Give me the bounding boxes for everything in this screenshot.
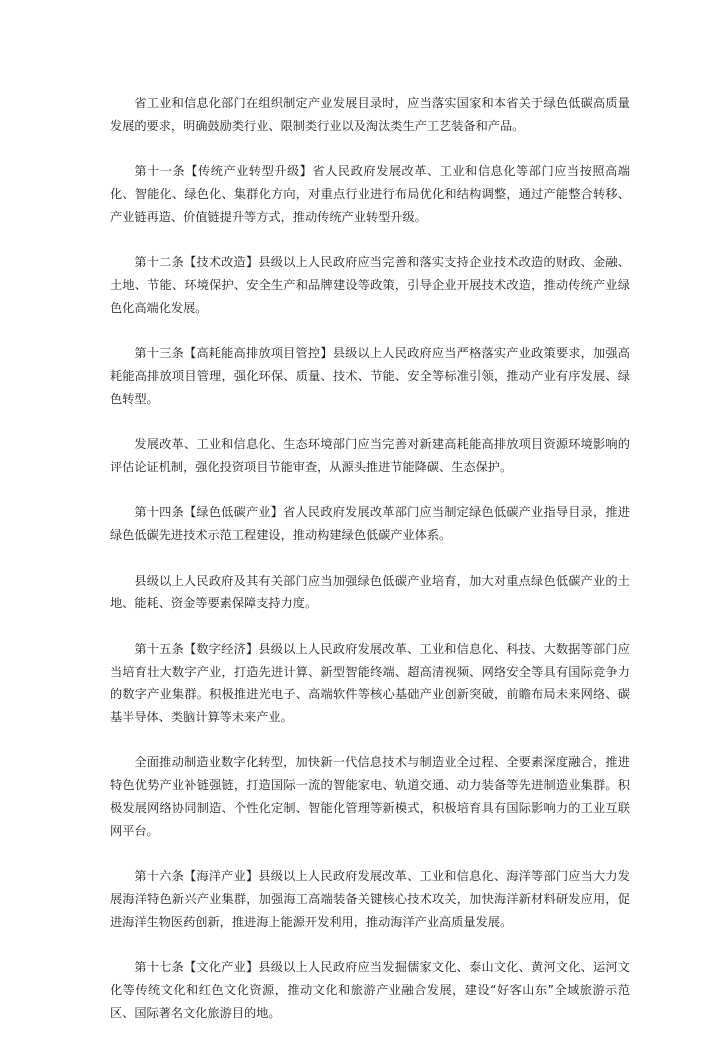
paragraph: 第十七条【文化产业】县级以上人民政府应当发掘儒家文化、泰山文化、黄河文化、运河文化等传统文化和红色文化资源，推动文化和旅游产业融合发展，建设“好客山东”全域旅游示范区、国际著名文化旅游目的地。 (110, 960, 630, 1020)
paragraph: 全面推动制造业数字化转型，加快新一代信息技术与制造业全过程、全要素深度融合，推进特色优势产业补链强链，打造国际一流的智能家电、轨道交通、动力装备等先进制造业集群。积极发展网络协同制造、个性化定制、智能化管理等新模式，积极培育具有国际影响力的工业互联网平台。 (110, 755, 630, 838)
paragraph: 第十二条【技术改造】县级以上人民政府应当完善和落实支持企业技术改造的财政、金融、土地、节能、环境保护、安全生产和品牌建设等政策，引导企业开展技术改造，推动传统产业绿色化高端化发展。 (110, 255, 630, 315)
paragraph: 第十三条【高耗能高排放项目管控】县级以上人民政府应当严格落实产业政策要求，加强高耗能高排放项目管理，强化环保、质量、技术、节能、安全等标准引领，推动产业有序发展、绿色转型。 (110, 346, 630, 406)
document-body (110, 92, 630, 1047)
paragraph: 县级以上人民政府及其有关部门应当加强绿色低碳产业培育，加大对重点绿色低碳产业的土地、能耗、资金等要素保障支持力度。 (110, 573, 630, 611)
paragraph: 第十四条【绿色低碳产业】省人民政府发展改革部门应当制定绿色低碳产业指导目录，推进绿色低碳先进技术示范工程建设，推动构建绿色低碳产业体系。 (110, 505, 630, 543)
paragraph: 第十一条【传统产业转型升级】省人民政府发展改革、工业和信息化等部门应当按照高端化、智能化、绿色化、集群化方向，对重点行业进行布局优化和结构调整，通过产能整合转移、产业链再造、价值链提升等方式，推动传统产业转型升级。 (110, 164, 630, 224)
paragraph: 省工业和信息化部门在组织制定产业发展目录时，应当落实国家和本省关于绿色低碳高质量发展的要求，明确鼓励类行业、限制类行业以及淘汰类生产工艺装备和产品。 (110, 96, 630, 133)
paragraph: 发展改革、工业和信息化、生态环境部门应当完善对新建高耗能高排放项目资源环境影响的评估论证机制，强化投资项目节能审查，从源头推进节能降碳、生态保护。 (110, 437, 630, 474)
paragraph: 第十五条【数字经济】县级以上人民政府发展改革、工业和信息化、科技、大数据等部门应当培育壮大数字产业，打造先进计算、新型智能终端、超高清视频、网络安全等具有国际竞争力的数字产业集群。积极推进光电子、高端软件等核心基础产业创新突破，前瞻布局未来网络、碳基半导体、类脑计算等未来产业。 (110, 641, 630, 725)
paragraph: 第十六条【海洋产业】县级以上人民政府发展改革、工业和信息化、海洋等部门应当大力发展海洋特色新兴产业集群，加强海工高端装备关键核心技术攻关，加快海洋新材料研发应用，促进海洋生物医药创新，推进海上能源开发利用，推动海洋产业高质量发展。 (110, 869, 630, 929)
